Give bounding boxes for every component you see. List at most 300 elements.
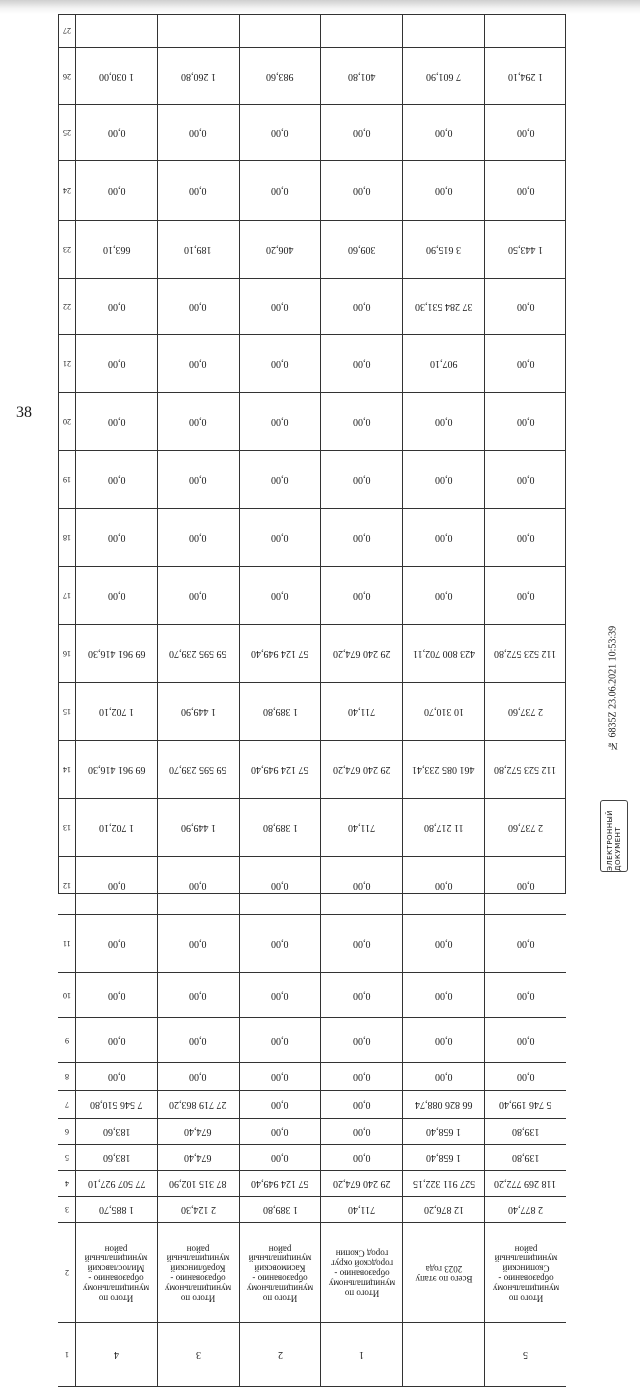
cell-value: 0,00 <box>516 358 535 369</box>
cell-value: 29 240 674,20 <box>333 764 391 775</box>
table-cell <box>76 335 158 392</box>
table-cell <box>321 857 403 914</box>
column-number-label: 21 <box>62 359 71 368</box>
column-strip-22 <box>58 279 566 335</box>
column-number <box>58 393 76 450</box>
cell-value: 0,00 <box>516 301 535 312</box>
table-cell <box>403 161 485 220</box>
column-number <box>58 1091 76 1118</box>
table-cell <box>240 393 322 450</box>
table-cell <box>76 509 158 566</box>
table-cell <box>321 105 403 160</box>
table-cell <box>485 279 566 334</box>
table-cell <box>240 1171 322 1196</box>
column-number-label: 3 <box>64 1205 69 1214</box>
table-cell <box>321 393 403 450</box>
cell-value: 0,00 <box>353 301 371 312</box>
document-seal <box>600 800 628 872</box>
column-number <box>58 48 76 104</box>
cell-value: 0,00 <box>516 1071 535 1082</box>
row-number: 1 <box>359 1349 365 1360</box>
table-cell <box>321 1063 403 1090</box>
cell-value: 0,00 <box>271 474 289 485</box>
table-cell <box>321 161 403 220</box>
table-cell <box>321 509 403 566</box>
column-number-label: 20 <box>62 417 71 426</box>
table-cell <box>321 279 403 334</box>
table-cell <box>403 915 485 972</box>
column-number-label: 18 <box>62 533 71 542</box>
cell-value: 0,00 <box>516 590 535 601</box>
table-cell <box>76 1018 158 1062</box>
table-cell <box>485 741 566 798</box>
table-cell <box>76 799 158 856</box>
column-number <box>58 1145 76 1170</box>
cell-value: 183,60 <box>102 1152 131 1163</box>
cell-value: 674,40 <box>184 1152 212 1163</box>
cell-value: 0,00 <box>516 185 535 196</box>
table-cell <box>485 1145 566 1170</box>
cell-value: 0,00 <box>271 880 289 891</box>
row-label: Итого по муниципальному образованию - Милославский муниципальный район <box>83 1243 150 1304</box>
table-cell <box>403 973 485 1017</box>
table-cell <box>321 1323 403 1386</box>
table-cell <box>403 1323 485 1386</box>
cell-value: 0,00 <box>107 989 126 1001</box>
table-cell <box>240 161 322 220</box>
table-cell <box>403 335 485 392</box>
cell-value: 0,00 <box>434 590 453 601</box>
table-cell <box>240 14 322 47</box>
cell-value: 0,00 <box>189 185 207 196</box>
table-cell <box>158 48 240 104</box>
cell-value: 0,00 <box>189 474 207 485</box>
table-cell <box>403 1119 485 1144</box>
table-cell <box>240 567 322 624</box>
table-cell <box>321 683 403 740</box>
table-cell <box>240 741 322 798</box>
cell-value: 1 885,70 <box>98 1204 134 1215</box>
cell-value: 0,00 <box>353 532 371 543</box>
column-number <box>58 567 76 624</box>
table-cell <box>321 14 403 47</box>
table-cell <box>485 14 566 47</box>
column-number <box>58 279 76 334</box>
cell-value: 1 449,90 <box>180 706 216 717</box>
column-number-label: 25 <box>62 128 71 137</box>
cell-value: 0,00 <box>516 1034 535 1046</box>
cell-value: 0,00 <box>107 532 126 543</box>
table-cell <box>76 1223 158 1322</box>
cell-value: 0,00 <box>189 416 207 427</box>
table-cell <box>158 857 240 914</box>
row-number: 3 <box>195 1349 201 1360</box>
cell-value: 5 746 199,40 <box>499 1099 552 1110</box>
cell-value: 0,00 <box>434 127 453 138</box>
column-number-label: 9 <box>64 1035 69 1045</box>
cell-value: 0,00 <box>353 474 371 485</box>
table-cell <box>403 625 485 682</box>
table-cell <box>240 1323 322 1386</box>
cell-value: 907,10 <box>429 358 458 369</box>
row-label: Итого по муниципальному образованию - городской округ город Скопин <box>328 1248 396 1299</box>
cell-value: 0,00 <box>434 532 453 543</box>
table-cell <box>485 799 566 856</box>
table-cell <box>321 625 403 682</box>
table-cell <box>158 509 240 566</box>
table-cell <box>76 279 158 334</box>
cell-value: 674,40 <box>184 1126 212 1137</box>
column-number-label: 17 <box>62 591 71 600</box>
table-cell <box>403 1063 485 1090</box>
column-number-label: 4 <box>64 1179 69 1188</box>
cell-value: 423 800 702,11 <box>412 648 475 659</box>
table-cell <box>158 221 240 278</box>
table-cell <box>403 451 485 508</box>
row-label: Итого по муниципальному образованию - Кораблинский муниципальный район <box>165 1243 232 1304</box>
table-cell <box>158 915 240 972</box>
column-strip-9 <box>58 1018 566 1063</box>
table-cell <box>485 509 566 566</box>
table-cell <box>321 451 403 508</box>
cell-value: 0,00 <box>516 880 535 891</box>
cell-value: 3 615,90 <box>426 244 462 255</box>
table-cell <box>485 915 566 972</box>
table-cell <box>76 857 158 914</box>
cell-value: 0,00 <box>107 301 126 312</box>
cell-value: 10 310,70 <box>423 706 464 717</box>
table-cell <box>76 741 158 798</box>
cell-value: 0,00 <box>516 938 535 949</box>
cell-value: 0,00 <box>434 474 453 485</box>
table-cell <box>240 799 322 856</box>
cell-value: 0,00 <box>271 590 289 601</box>
table-cell <box>403 857 485 914</box>
cell-value: 0,00 <box>271 185 289 196</box>
cell-value: 69 961 416,30 <box>87 764 146 775</box>
column-number <box>58 1197 76 1222</box>
table-cell <box>158 1145 240 1170</box>
column-number <box>58 1063 76 1090</box>
column-strip-19 <box>58 451 566 509</box>
stamp-text: № 6835Z 23.06.2021 10:53:39 <box>607 625 619 751</box>
column-number-label: 2 <box>64 1268 69 1277</box>
cell-value: 0,00 <box>189 590 207 601</box>
cell-value: 0,00 <box>271 1126 289 1137</box>
cell-value: 1 658,40 <box>426 1126 462 1137</box>
cell-value: 0,00 <box>353 1126 371 1137</box>
cell-value: 309,60 <box>348 244 376 255</box>
table-cell <box>76 1063 158 1090</box>
cell-value: 11 217,80 <box>423 822 464 833</box>
table-cell <box>158 1018 240 1062</box>
table-cell <box>485 1018 566 1062</box>
cell-value: 0,00 <box>189 1071 207 1082</box>
cell-value: 0,00 <box>353 416 371 427</box>
cell-value: 0,00 <box>271 301 289 312</box>
cell-value: 983,60 <box>266 70 294 82</box>
column-number-label: 5 <box>64 1153 69 1162</box>
table-cell <box>240 1197 322 1222</box>
table-cell <box>240 335 322 392</box>
cell-value: 0,00 <box>516 989 535 1001</box>
table-cell <box>240 221 322 278</box>
table-cell <box>76 1145 158 1170</box>
column-number-label: 13 <box>62 823 71 832</box>
cell-value: 7 601,90 <box>426 70 462 82</box>
column-number <box>58 105 76 160</box>
table-cell <box>485 973 566 1017</box>
table-cell <box>158 683 240 740</box>
column-number <box>58 1223 76 1322</box>
row-number: 4 <box>113 1349 119 1360</box>
cell-value: 59 595 239,70 <box>169 764 227 775</box>
table-cell <box>158 1171 240 1196</box>
cell-value: 2 737,60 <box>508 706 544 717</box>
column-strip-16 <box>58 625 566 683</box>
cell-value: 57 124 949,40 <box>251 1178 309 1189</box>
cell-value: 0,00 <box>271 1034 289 1046</box>
table-cell <box>158 1091 240 1118</box>
column-strip-23 <box>58 221 566 279</box>
table-cell <box>321 1197 403 1222</box>
column-strip-4 <box>58 1171 566 1197</box>
table-cell <box>76 1197 158 1222</box>
cell-value: 139,80 <box>511 1126 540 1137</box>
table-cell <box>321 1119 403 1144</box>
cell-value: 0,00 <box>271 358 289 369</box>
cell-value: 69 961 416,30 <box>87 648 146 659</box>
column-number <box>58 625 76 682</box>
cell-value: 139,80 <box>511 1152 540 1163</box>
column-number-label: 14 <box>62 765 71 774</box>
cell-value: 1 294,10 <box>508 70 544 82</box>
column-number-label: 19 <box>62 475 71 484</box>
table-cell <box>158 161 240 220</box>
table-cell <box>240 105 322 160</box>
table-cell <box>76 451 158 508</box>
cell-value: 0,00 <box>107 185 126 196</box>
cell-value: 1 389,80 <box>262 706 298 717</box>
cell-value: 0,00 <box>189 938 207 949</box>
column-number-label: 15 <box>62 707 71 716</box>
table-cell <box>76 161 158 220</box>
cell-value: 1 260,80 <box>180 70 216 82</box>
cell-value: 57 124 949,40 <box>251 764 309 775</box>
cell-value: 1 702,10 <box>98 822 134 833</box>
table-cell <box>76 567 158 624</box>
table-cell <box>403 279 485 334</box>
table-cell <box>403 1091 485 1118</box>
cell-value: 0,00 <box>107 590 126 601</box>
seal-text: ЭЛЕКТРОННЫЙ ДОКУМЕНТ <box>606 810 622 871</box>
cell-value: 0,00 <box>107 880 126 891</box>
table-cell <box>240 1091 322 1118</box>
cell-value: 0,00 <box>434 416 453 427</box>
column-number <box>58 1018 76 1062</box>
column-strip-17 <box>58 567 566 625</box>
cell-value: 0,00 <box>353 1152 371 1163</box>
column-number-label: 22 <box>62 302 71 311</box>
cell-value: 0,00 <box>271 1071 289 1082</box>
cell-value: 461 085 233,41 <box>412 764 475 775</box>
cell-value: 2 737,60 <box>508 822 544 833</box>
cell-value: 7 546 510,80 <box>90 1099 143 1110</box>
column-number-label: 8 <box>64 1072 69 1081</box>
cell-value: 1 389,80 <box>262 822 298 833</box>
column-strip-3 <box>58 1197 566 1223</box>
table-cell <box>158 393 240 450</box>
table-cell <box>485 393 566 450</box>
cell-value: 0,00 <box>271 1152 289 1163</box>
cell-value: 2 124,30 <box>180 1204 216 1215</box>
column-strip-8 <box>58 1063 566 1091</box>
table-cell <box>158 451 240 508</box>
column-strip-7 <box>58 1091 566 1119</box>
table-cell <box>76 683 158 740</box>
cell-value: 0,00 <box>434 1071 453 1082</box>
column-number <box>58 451 76 508</box>
table-cell <box>321 1223 403 1322</box>
table-cell <box>240 683 322 740</box>
table-cell <box>76 14 158 47</box>
cell-value: 0,00 <box>189 127 207 138</box>
cell-value: 0,00 <box>434 989 453 1001</box>
table-cell <box>76 48 158 104</box>
table-cell <box>485 1223 566 1322</box>
cell-value: 0,00 <box>271 127 289 138</box>
column-number-label: 23 <box>62 245 71 254</box>
table-cell <box>76 1171 158 1196</box>
table-cell <box>403 48 485 104</box>
cell-value: 0,00 <box>271 938 289 949</box>
table-cell <box>485 567 566 624</box>
cell-value: 0,00 <box>107 1071 126 1082</box>
table-cell <box>403 683 485 740</box>
table-cell <box>240 1119 322 1144</box>
table-cell <box>321 335 403 392</box>
data-table <box>58 14 566 1360</box>
cell-value: 0,00 <box>271 532 289 543</box>
cell-value: 2 877,40 <box>508 1204 544 1215</box>
cell-value: 0,00 <box>189 989 207 1001</box>
cell-value: 1 389,80 <box>262 1204 298 1215</box>
table-cell <box>403 14 485 47</box>
column-strip-12 <box>58 857 566 915</box>
table-cell <box>240 915 322 972</box>
column-strip-1 <box>58 1323 566 1387</box>
cell-value: 0,00 <box>434 185 453 196</box>
row-label: Всего по этапу 2023 года <box>415 1263 473 1284</box>
cell-value: 663,10 <box>102 244 131 255</box>
column-number-label: 11 <box>62 939 71 948</box>
column-number <box>58 14 76 47</box>
column-number <box>58 1323 76 1386</box>
cell-value: 0,00 <box>189 1034 207 1046</box>
cell-value: 0,00 <box>516 416 535 427</box>
cell-value: 0,00 <box>434 1034 453 1046</box>
table-cell <box>485 335 566 392</box>
cell-value: 29 240 674,20 <box>333 648 391 659</box>
cell-value: 0,00 <box>516 127 535 138</box>
table-cell <box>158 14 240 47</box>
table-cell <box>321 567 403 624</box>
cell-value: 0,00 <box>434 880 453 891</box>
row-number: 2 <box>277 1349 283 1360</box>
column-number-label: 12 <box>62 881 71 890</box>
table-cell <box>240 625 322 682</box>
column-strip-5 <box>58 1145 566 1171</box>
table-cell <box>403 221 485 278</box>
table-cell <box>240 1018 322 1062</box>
column-number-label: 7 <box>64 1100 69 1109</box>
column-number <box>58 335 76 392</box>
table-cell <box>76 973 158 1017</box>
cell-value: 66 826 088,74 <box>414 1099 473 1110</box>
table-cell <box>76 1323 158 1386</box>
table-cell <box>158 1197 240 1222</box>
table-cell <box>158 1223 240 1322</box>
cell-value: 0,00 <box>271 989 289 1001</box>
table-cell <box>485 1197 566 1222</box>
table-cell <box>158 105 240 160</box>
cell-value: 401,80 <box>348 70 376 82</box>
cell-value: 29 240 674,20 <box>333 1178 391 1189</box>
cell-value: 1 030,00 <box>98 70 134 82</box>
table-cell <box>485 221 566 278</box>
column-strip-25 <box>58 105 566 161</box>
table-cell <box>485 105 566 160</box>
column-number-label: 6 <box>64 1127 69 1136</box>
cell-value: 59 595 239,70 <box>169 648 227 659</box>
column-strip-21 <box>58 335 566 393</box>
cell-value: 0,00 <box>107 1034 126 1046</box>
cell-value: 0,00 <box>189 358 207 369</box>
cell-value: 1 443,50 <box>508 244 544 255</box>
page-number: 38 <box>16 404 32 421</box>
table-cell <box>158 279 240 334</box>
table-cell <box>240 1223 322 1322</box>
table-cell <box>158 799 240 856</box>
cell-value: 0,00 <box>353 590 371 601</box>
column-strip-24 <box>58 161 566 221</box>
table-cell <box>76 1091 158 1118</box>
row-number: 5 <box>523 1349 529 1360</box>
column-strip-6 <box>58 1119 566 1145</box>
cell-value: 711,40 <box>348 706 376 717</box>
table-cell <box>76 625 158 682</box>
table-cell <box>76 393 158 450</box>
table-cell <box>158 973 240 1017</box>
table-cell <box>403 799 485 856</box>
column-number-label: 26 <box>62 71 71 81</box>
table-cell <box>321 1018 403 1062</box>
column-number <box>58 509 76 566</box>
column-number <box>58 973 76 1017</box>
cell-value: 0,00 <box>271 1099 289 1110</box>
column-strip-26 <box>58 48 566 105</box>
table-cell <box>485 683 566 740</box>
table-cell <box>485 161 566 220</box>
cell-value: 87 315 102,90 <box>169 1178 227 1189</box>
column-strip-13 <box>58 799 566 857</box>
cell-value: 112 523 572,80 <box>494 764 557 775</box>
table-cell <box>321 1171 403 1196</box>
table-cell <box>76 105 158 160</box>
cell-value: 0,00 <box>516 474 535 485</box>
cell-value: 406,20 <box>266 244 294 255</box>
scan-edge <box>0 0 640 14</box>
